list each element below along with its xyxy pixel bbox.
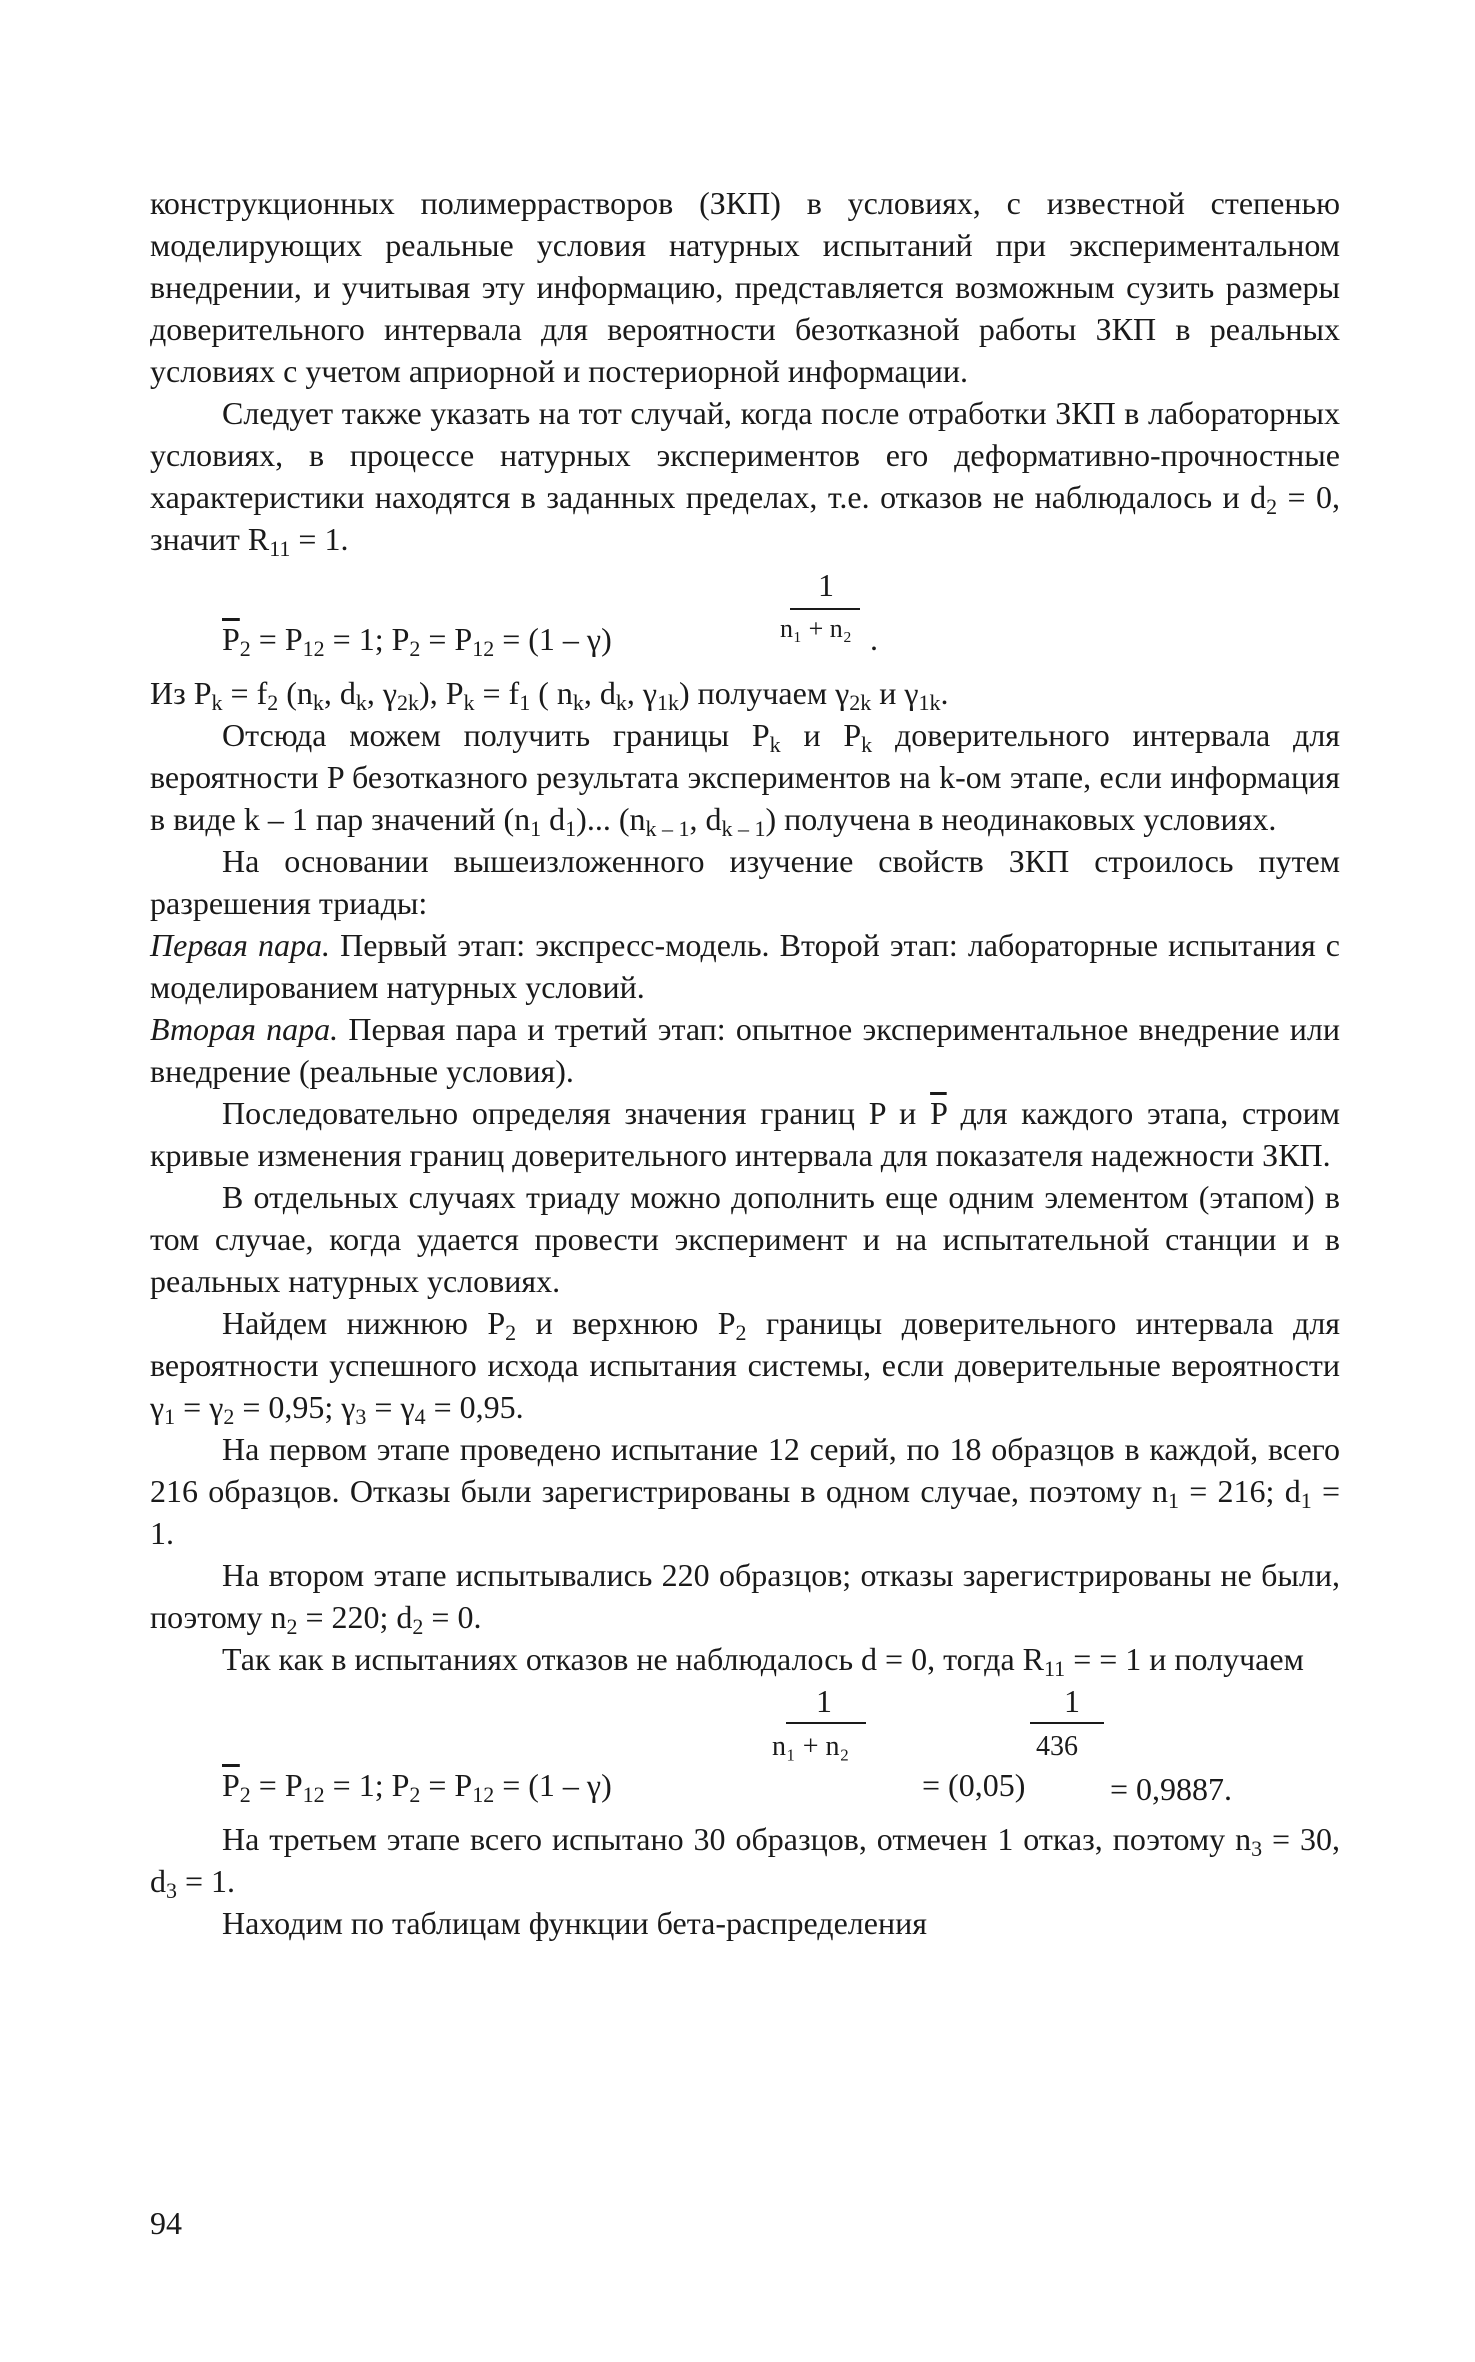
equation-2-numerator-1: 1: [816, 1683, 832, 1719]
text: = 0, значит R: [150, 479, 1341, 557]
text: = 1.: [150, 1473, 1341, 1551]
text: На первом этапе проведено испытание 12 серий, по 18 образцов в каждой, всего 216 образцов. Отказы были зарегистрированы в одном случае, поэтому n: [150, 1431, 1340, 1509]
text: = P: [250, 621, 303, 657]
subscript: 2: [223, 1404, 235, 1429]
paragraph-intro: [150, 182, 1340, 392]
equation-2-fraction-bar-1: [786, 1722, 866, 1724]
subscript: 1k: [657, 690, 679, 715]
subscript: 1: [1300, 1488, 1312, 1513]
subscript: 11: [1044, 1656, 1066, 1681]
subscript: 3: [1251, 1836, 1263, 1861]
subscript: 2: [286, 1614, 298, 1639]
equation-2-denominator-2: 436: [1036, 1731, 1078, 1762]
subscript: 3: [355, 1404, 367, 1429]
text: = γ: [366, 1389, 415, 1425]
text: = = 1 и получаем: [1065, 1641, 1304, 1677]
text: = 1; P: [324, 1767, 410, 1803]
equation-2-body: [222, 1764, 612, 1806]
paragraph-beta-tables: [150, 1902, 1340, 1944]
paragraph-second-pair: [150, 1008, 1340, 1092]
subscript: k – 1: [645, 816, 690, 841]
text: Так как в испытаниях отказов не наблюдалось d = 0, тогда R: [222, 1641, 1044, 1677]
p-bar-symbol: $\overline{P}$: [222, 621, 240, 657]
text: , γ: [626, 675, 657, 711]
subscript: k: [615, 690, 627, 715]
text: = (1 – γ): [494, 621, 612, 657]
text: , d: [583, 675, 616, 711]
subscript: k – 1: [721, 816, 766, 841]
paragraph-bounds: [150, 714, 1340, 840]
paragraph-sequential: [150, 1092, 1340, 1176]
second-pair-label: Вторая пара.: [150, 1011, 339, 1047]
text: , d: [323, 675, 356, 711]
p-bar-symbol: $\overline{P}$: [222, 1767, 240, 1803]
subscript: k: [211, 690, 223, 715]
subscript: 2k: [397, 690, 420, 715]
text: Первая пара и третий этап: опытное экспериментальное внедрение или внедрение (реальные условия).: [150, 1011, 1341, 1089]
equation-1-exponent: n₁ + n₂: [780, 614, 852, 643]
text: (n: [278, 675, 313, 711]
subscript: 11: [269, 536, 291, 561]
subscript: 2: [412, 1614, 424, 1639]
text: Первый этап: экспресс-модель. Второй этап: лабораторные испытания с моделированием натурных условий.: [150, 927, 1341, 1005]
text: На основании вышеизложенного изучение свойств ЗКП строилось путем разрешения триады:: [150, 843, 1340, 921]
text: и P: [780, 717, 862, 753]
text: В отдельных случаях триаду можно дополнить еще одним элементом (этапом) в том случае, когда удается провести эксперимент и на испытательной станции и в реальных натурных условиях.: [150, 1179, 1340, 1299]
text: На третьем этапе всего испытано 30 образцов, отмечен 1 отказ, поэтому n: [222, 1821, 1252, 1857]
text: = 0,95; γ: [234, 1389, 356, 1425]
text: ) получаем γ: [679, 675, 850, 711]
text: = 216; d: [1178, 1473, 1301, 1509]
p-bar-symbol: $\overline{P}$: [930, 1095, 947, 1131]
subscript: 2: [735, 1320, 747, 1345]
text: )... (n: [576, 801, 646, 837]
subscript: 2: [239, 1782, 251, 1807]
equation-2-fraction-bar-2: [1030, 1722, 1104, 1724]
text: для каждого этапа, строим кривые изменения границ доверительного интервала для показателя надежности ЗКП.: [150, 1095, 1341, 1173]
text: = 1; P: [324, 621, 410, 657]
equation-2-numerator-2: 1: [1064, 1683, 1080, 1719]
text: = 1.: [177, 1863, 236, 1899]
equation-2-result: = 0,9887.: [1110, 1771, 1233, 1807]
paragraph-first-pair: [150, 924, 1340, 1008]
text: = 0,95.: [425, 1389, 524, 1425]
text: Следует также указать на тот случай, когда после отработки ЗКП в лабораторных условиях, в процессе натурных экспериментов его деформативно-прочностные характеристики находятся в заданных пределах, т.е. отказов не наблюдалось и d: [150, 395, 1340, 515]
text: Отсюда можем получить границы P: [222, 717, 770, 753]
page-text: [150, 182, 1340, 1944]
paragraph-from: [150, 672, 1340, 714]
text: Последовательно определяя значения границ P и: [222, 1095, 931, 1131]
subscript: 1: [164, 1404, 176, 1429]
text: Из P: [150, 675, 212, 711]
subscript: 2: [267, 690, 279, 715]
paragraph-no-failures: [150, 1638, 1340, 1680]
subscript: 12: [472, 1782, 495, 1807]
subscript: 2: [1266, 494, 1278, 519]
subscript: 2: [409, 636, 421, 661]
text: = P: [420, 1767, 473, 1803]
text: Находим по таблицам функции бета-распределения: [222, 1905, 927, 1941]
text: На втором этапе испытывались 220 образцов; отказы зарегистрированы не были, поэтому n: [150, 1557, 1340, 1635]
text: = 0.: [423, 1599, 482, 1635]
text: = P: [250, 1767, 303, 1803]
paragraph-stage-2: [150, 1554, 1340, 1638]
equation-1-period: .: [870, 621, 878, 657]
subscript: 12: [472, 636, 495, 661]
text: границы доверительного интервала для вероятности успешного исхода испытания системы, если доверительные вероятности γ: [150, 1305, 1341, 1425]
equation-2-denominator-1: n₁ + n₂: [772, 1731, 850, 1762]
text: = 1.: [290, 521, 349, 557]
subscript: 1k: [918, 690, 941, 715]
equation-1: [150, 560, 1340, 672]
text: = P: [420, 621, 473, 657]
equation-2-base: = (0,05): [922, 1767, 1026, 1803]
equation-1-body: [222, 618, 612, 660]
subscript: k: [861, 732, 873, 757]
text: Найдем нижнюю P: [222, 1305, 506, 1341]
subscript: 1: [565, 816, 577, 841]
subscript: 1: [530, 816, 542, 841]
paragraph-triad: [150, 840, 1340, 924]
paragraph-stage-1: [150, 1428, 1340, 1554]
subscript: 2: [505, 1320, 517, 1345]
subscript: 2: [409, 1782, 421, 1807]
subscript: k: [355, 690, 367, 715]
text: d: [541, 801, 566, 837]
text: = γ: [175, 1389, 224, 1425]
equation-2: [150, 1680, 1340, 1818]
first-pair-label: Первая пара.: [150, 927, 330, 963]
text: , γ: [366, 675, 398, 711]
subscript: k: [312, 690, 324, 715]
subscript: 12: [302, 1782, 325, 1807]
text: ( n: [530, 675, 573, 711]
paragraph-special-cases: [150, 1176, 1340, 1302]
subscript: k: [572, 690, 584, 715]
subscript: 2: [239, 636, 251, 661]
paragraph-stage-3: [150, 1818, 1340, 1902]
text: = 220; d: [297, 1599, 413, 1635]
page-number: 94: [150, 2205, 182, 2241]
text: .: [940, 675, 949, 711]
subscript: k: [769, 732, 781, 757]
text: = 30, d: [150, 1821, 1340, 1899]
equation-1-numerator: 1: [818, 567, 834, 603]
text: ) получена в неодинаковых условиях.: [765, 801, 1277, 837]
text: и γ: [871, 675, 919, 711]
subscript: 1: [519, 690, 531, 715]
subscript: 3: [166, 1878, 177, 1903]
paragraph-intro-text: конструкционных полимеррастворов (ЗКП) в условиях, с известной степенью моделирующих реальные условия натурных испытаний при экспериментальном внедрении, и учитывая эту информацию, представляется возможным сузить размеры доверительного интервала для вероятности безотказной работы ЗКП в реальных условиях с учетом априорной и постериорной информации.: [150, 185, 1340, 389]
subscript: 2k: [849, 690, 872, 715]
text: ), P: [419, 675, 464, 711]
paragraph-case: [150, 392, 1340, 560]
subscript: 1: [1167, 1488, 1179, 1513]
subscript: 4: [414, 1404, 426, 1429]
text: = (1 – γ): [494, 1767, 612, 1803]
text: = f: [474, 675, 520, 711]
text: и верхнюю P: [516, 1305, 736, 1341]
text: доверительного интервала для вероятности P безотказного результата экспериментов на k-ом этапе, если информация в виде k – 1 пар значений (n: [150, 717, 1341, 837]
subscript: k: [463, 690, 475, 715]
text: = f: [222, 675, 268, 711]
subscript: 12: [302, 636, 325, 661]
text: , d: [689, 801, 722, 837]
paragraph-find-bounds: [150, 1302, 1340, 1428]
